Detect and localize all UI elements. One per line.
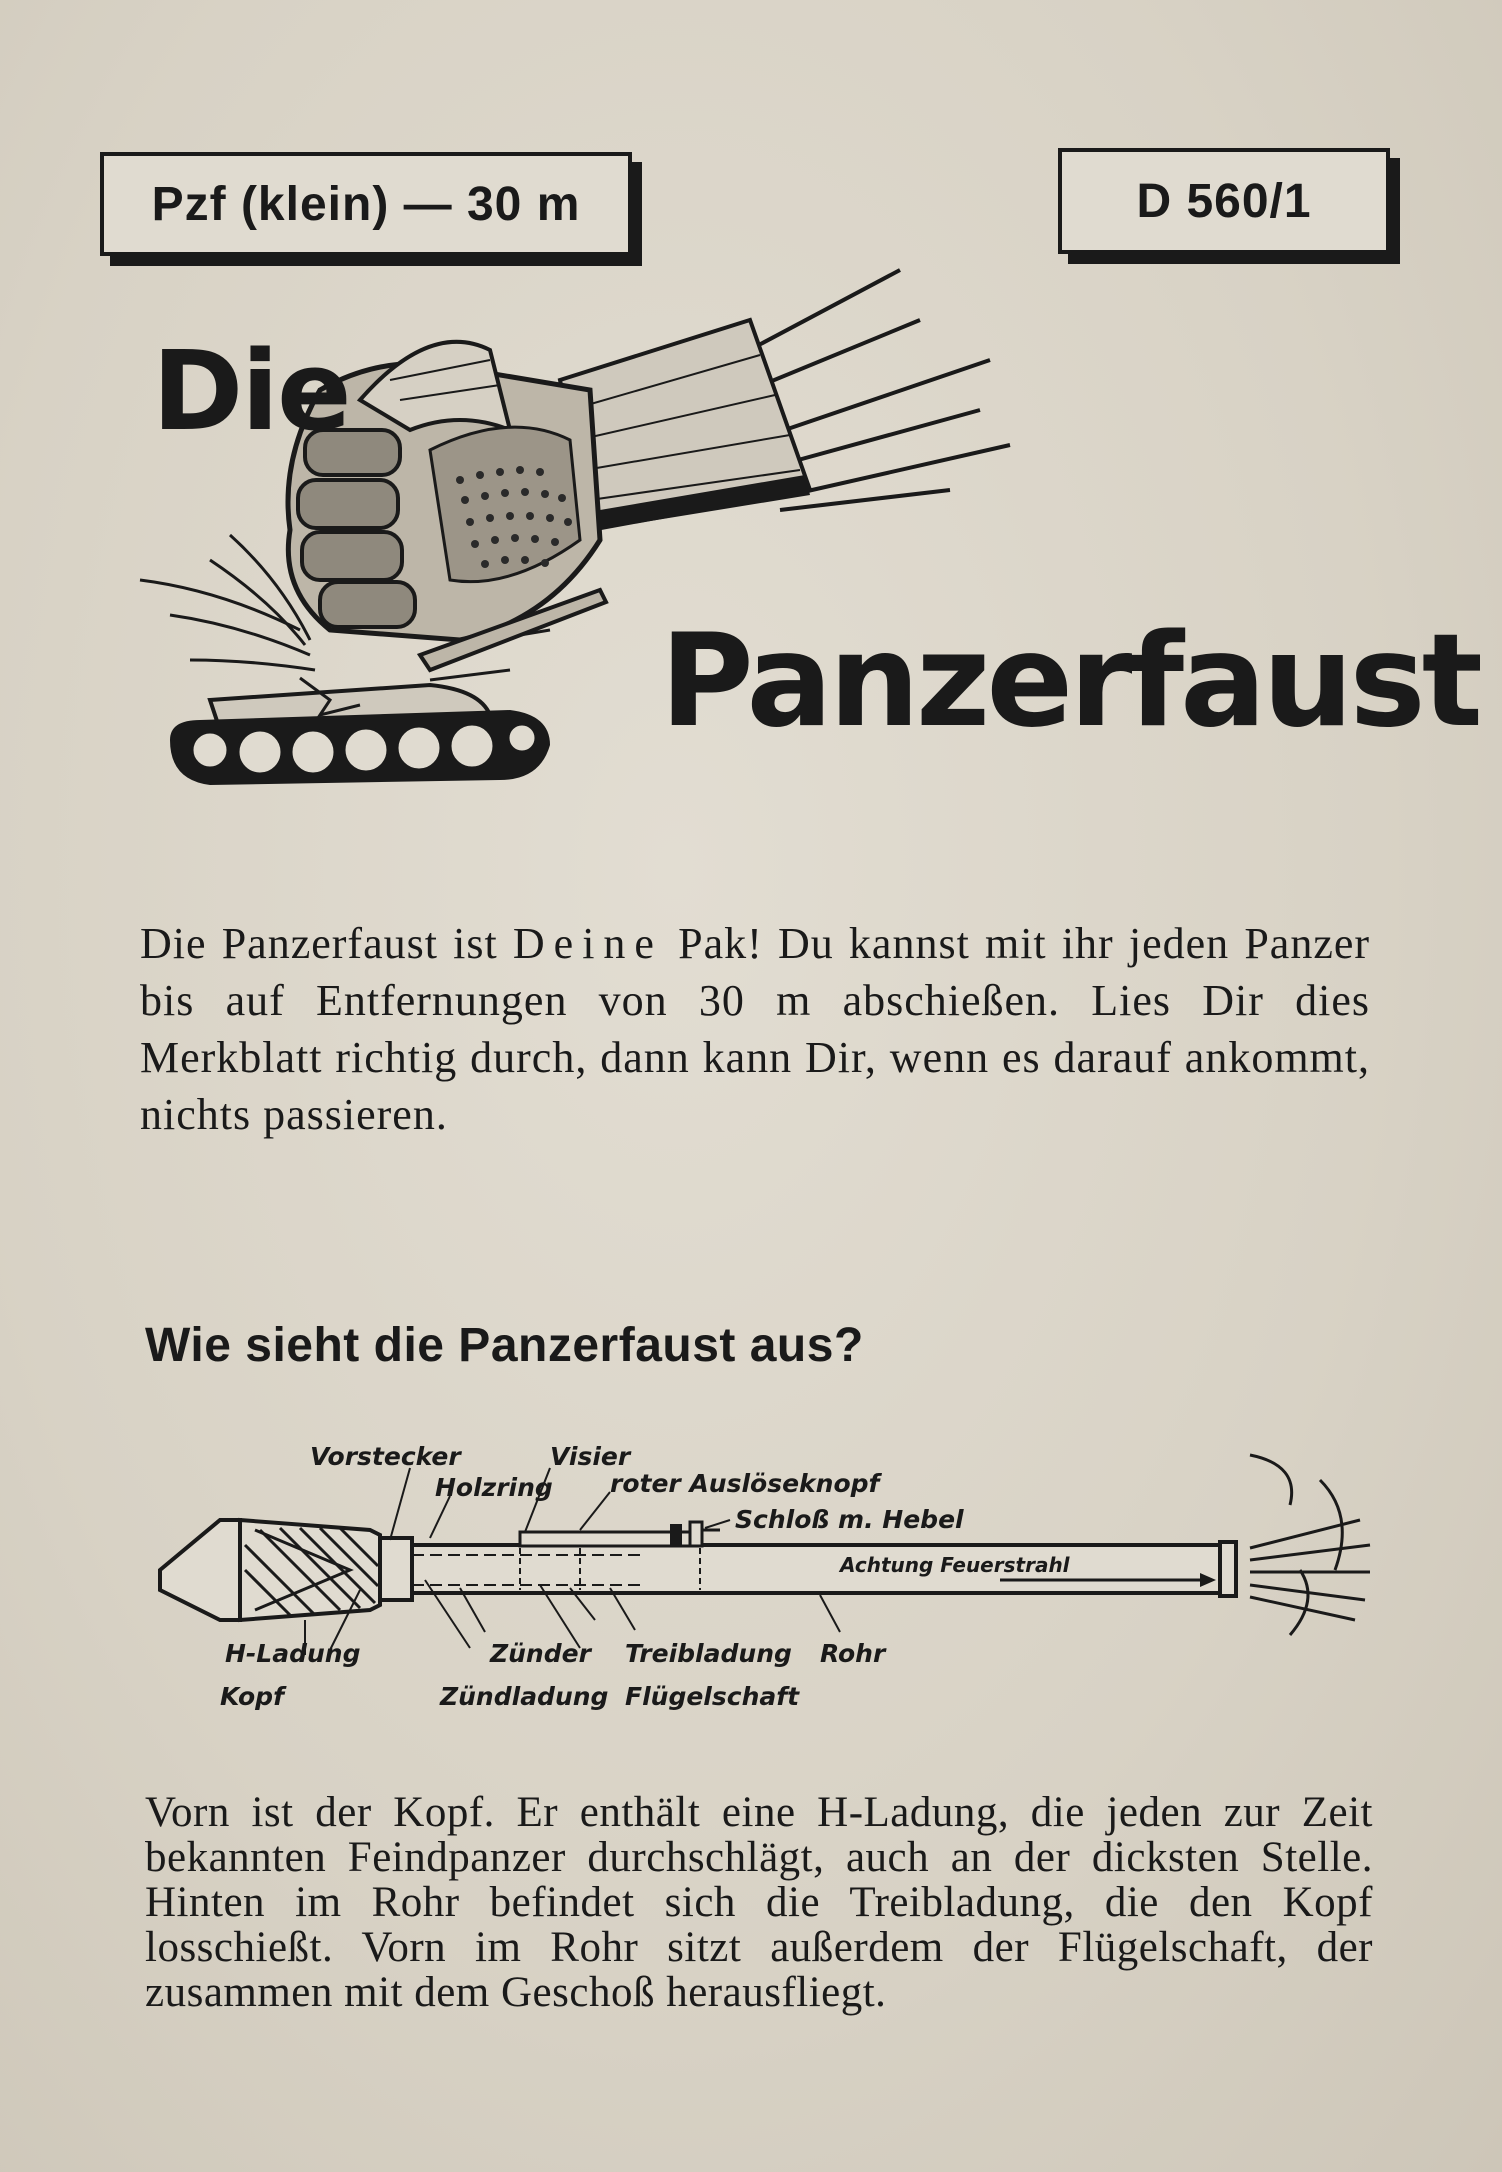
- intro-paragraph: [140, 915, 1370, 1143]
- label-zuendladung: Zündladung: [440, 1682, 609, 1711]
- label-zuender: Zünder: [490, 1639, 591, 1668]
- weapon-range-text: Pzf (klein) — 30 m: [151, 177, 581, 231]
- panzerfaust-diagram: [140, 1420, 1380, 1740]
- label-h-ladung: H-Ladung: [225, 1639, 361, 1668]
- weapon-range-label: [100, 152, 632, 256]
- label-vorstecker: Vorstecker: [310, 1442, 461, 1471]
- label-holzring: Holzring: [435, 1473, 553, 1502]
- intro-emphasis: Deine: [512, 919, 663, 968]
- label-fluegelschaft: Flügelschaft: [625, 1682, 800, 1711]
- backblast-lines: [1250, 1455, 1370, 1635]
- label-treibladung: Treibladung: [625, 1639, 792, 1668]
- label-visier: Visier: [550, 1442, 631, 1471]
- title-die: Die: [152, 327, 350, 455]
- label-schloss: Schloß m. Hebel: [735, 1505, 964, 1534]
- label-roter-ausloeseknopf: roter Auslöseknopf: [610, 1469, 880, 1498]
- warhead-head: [160, 1520, 380, 1620]
- document-number-text: D 560/1: [1136, 174, 1312, 228]
- tank: [170, 678, 550, 785]
- document-number-label: [1058, 148, 1390, 254]
- section-heading: Wie sieht die Panzerfaust aus?: [145, 1319, 864, 1372]
- label-kopf: Kopf: [220, 1682, 284, 1711]
- intro-lead: Die Panzerfaust ist: [140, 919, 498, 968]
- title-panzerfaust: Panzerfaust: [660, 607, 1479, 756]
- label-achtung-feuerstrahl: Achtung Feuerstrahl: [840, 1553, 1070, 1577]
- description-paragraph: Vorn ist der Kopf. Er enthält eine H-Ladung, die jeden zur Zeit bekannten Feindpanzer durchschlägt, auch an der dicksten Stelle. Hinten im Rohr befindet sich die Treibladung, die den Kopf losschießt. Vorn im Rohr sitzt außerdem der Flügelschaft, der zusammen mit dem Geschoß herausfliegt.: [145, 1789, 1373, 2016]
- intro-rest: Pak! Du kannst mit ihr jeden Panzer bis auf Entfernungen von 30 m abschießen. Lies Dir dies Merkblatt richtig durch, dann kann Dir, wenn es darauf ankommt, nichts passieren.: [140, 919, 1371, 1139]
- label-rohr: Rohr: [820, 1639, 886, 1668]
